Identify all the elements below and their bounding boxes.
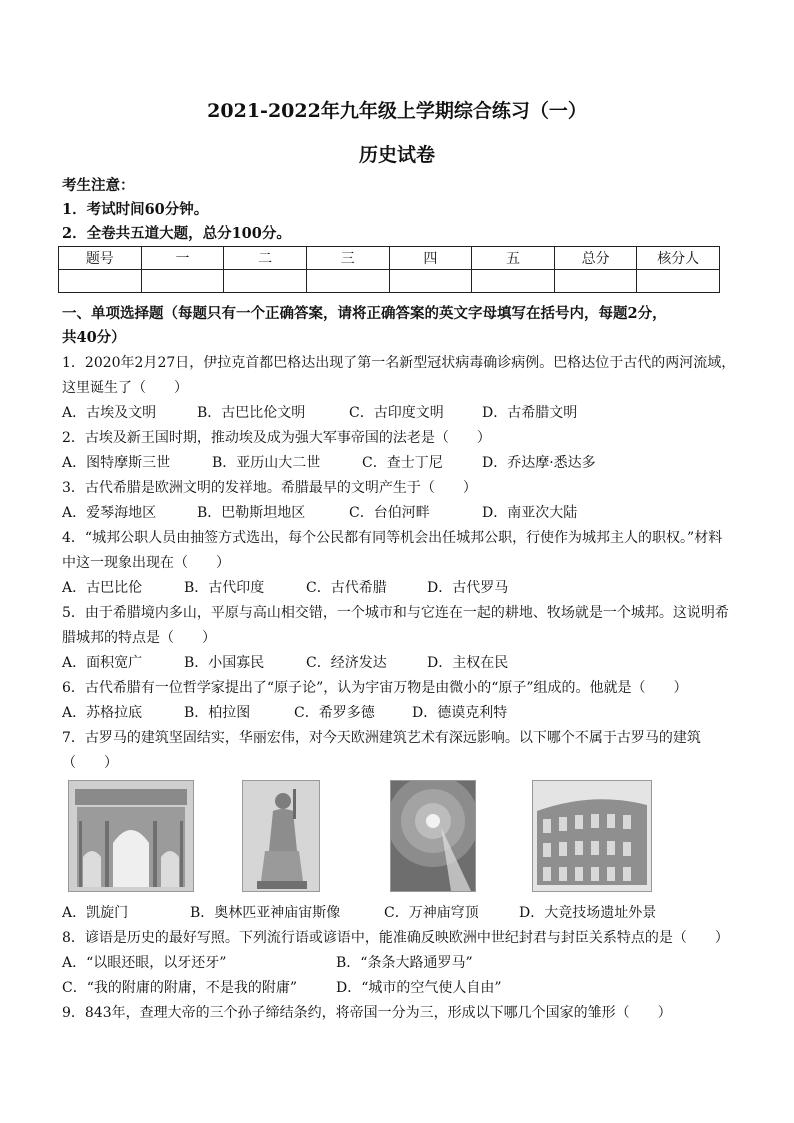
score-cell[interactable] [141,270,224,293]
question-4-stem: 中这一现象出现在（ ） [62,555,230,571]
question-3-stem: 3．古代希腊是欧洲文明的发祥地。希腊最早的文明产生于（ ） [62,480,477,496]
score-cell[interactable] [554,270,637,293]
option-b[interactable]: B．古巴比伦文明 [197,405,306,421]
option-c[interactable]: C．古代希腊 [306,580,387,596]
question-1-stem: 这里诞生了（ ） [62,380,188,396]
option-b[interactable]: B．亚历山大二世 [212,455,321,471]
question-7-stem: 7．古罗马的建筑坚固结实，华丽宏伟，对今天欧洲建筑艺术有深远影响。以下哪个不属于古罗马的建筑 [62,730,701,746]
score-cell[interactable] [59,270,142,293]
option-b[interactable]: B．奥林匹亚神庙宙斯像 [190,905,341,921]
score-table-header: 题号 [59,247,142,270]
option-a[interactable]: A．“以眼还眼，以牙还牙” [62,955,227,971]
section-heading: 共40分） [62,329,126,346]
arch-of-triumph-photo [68,780,194,892]
colosseum-photo [532,780,652,892]
pantheon-dome-photo [390,780,476,892]
option-d[interactable]: D．古希腊文明 [482,405,578,421]
score-table-header: 五 [472,247,555,270]
arch-of-triumph-icon [69,781,193,891]
score-table-header: 核分人 [637,247,720,270]
option-c[interactable]: C．经济发达 [306,655,387,671]
score-cell[interactable] [472,270,555,293]
option-a[interactable]: A．面积宽广 [62,655,143,671]
option-a[interactable]: A．图特摩斯三世 [62,455,171,471]
option-b[interactable]: B．柏拉图 [184,705,251,721]
question-5-stem: 5．由于希腊境内多山，平原与高山相交错，一个城市和与它连在一起的耕地、牧场就是一个城邦。这说明希 [62,605,729,621]
question-9-stem: 9．843年，查理大帝的三个孙子缔结条约，将帝国一分为三，形成以下哪几个国家的雏形（ ） [62,1005,672,1021]
option-b[interactable]: B．古代印度 [184,580,265,596]
option-c[interactable]: C．查士丁尼 [362,455,443,471]
option-d[interactable]: D．“城市的空气使人自由” [336,980,502,996]
score-cell[interactable] [224,270,307,293]
option-a[interactable]: A．凯旋门 [62,905,129,921]
option-b[interactable]: B．小国寡民 [184,655,265,671]
option-c[interactable]: C．希罗多德 [294,705,375,721]
option-c[interactable]: C．万神庙穹顶 [384,905,479,921]
pantheon-dome-icon [391,781,475,891]
option-d[interactable]: D．古代罗马 [427,580,509,596]
question-4-stem: 4．“城邦公职人员由抽签方式选出，每个公民都有同等机会出任城邦公职，行使作为城邦主人的职权。”材料 [62,530,723,546]
question-6-stem: 6．古代希腊有一位哲学家提出了“原子论”，认为宇宙万物是由微小的“原子”组成的。他就是（ ） [62,680,688,696]
option-d[interactable]: D．德谟克利特 [412,705,508,721]
option-b[interactable]: B．“条条大路通罗马” [336,955,473,971]
score-table-header: 一 [141,247,224,270]
zeus-statue-photo [242,780,320,892]
section-heading: 一、单项选择题（每题只有一个正确答案，请将正确答案的英文字母填写在括号内，每题2分， [62,305,667,322]
notice-item: 1．考试时间60分钟。 [62,201,209,218]
score-table [58,246,720,293]
score-cell[interactable] [637,270,720,293]
option-a[interactable]: A．古埃及文明 [62,405,157,421]
score-table-header: 二 [224,247,307,270]
question-7-stem: （ ） [62,755,118,771]
score-cell[interactable] [389,270,472,293]
zeus-statue-icon [243,781,319,891]
exam-subtitle: 历史试卷 [358,144,435,166]
exam-title: 2021-2022年九年级上学期综合练习（一） [207,100,587,122]
option-c[interactable]: C．古印度文明 [349,405,444,421]
question-8-stem: 8．谚语是历史的最好写照。下列流行语或谚语中，能准确反映欧洲中世纪封君与封臣关系特点的是（ ） [62,930,729,946]
score-table-score-row [59,270,720,293]
colosseum-icon [533,781,651,891]
option-d[interactable]: D．乔达摩·悉达多 [482,455,596,471]
score-table-header: 总分 [554,247,637,270]
notice-heading: 考生注意： [62,177,135,194]
option-c[interactable]: C．“我的附庸的附庸，不是我的附庸” [62,980,298,996]
option-a[interactable]: A．苏格拉底 [62,705,143,721]
option-b[interactable]: B．巴勒斯坦地区 [197,505,306,521]
option-d[interactable]: D．南亚次大陆 [482,505,578,521]
option-a[interactable]: A．爱琴海地区 [62,505,157,521]
notice-item: 2．全卷共五道大题，总分100分。 [62,225,291,242]
score-table-header: 三 [306,247,389,270]
option-c[interactable]: C．台伯河畔 [349,505,430,521]
score-cell[interactable] [306,270,389,293]
question-1-stem: 1．2020年2月27日，伊拉克首都巴格达出现了第一名新型冠状病毒确诊病例。巴格达位于古代的两河流域， [62,355,736,371]
option-a[interactable]: A．古巴比伦 [62,580,143,596]
question-5-stem: 腊城邦的特点是（ ） [62,630,216,646]
score-table-header: 四 [389,247,472,270]
question-2-stem: 2．古埃及新王国时期，推动埃及成为强大军事帝国的法老是（ ） [62,430,491,446]
option-d[interactable]: D．大竞技场遗址外景 [519,905,657,921]
option-d[interactable]: D．主权在民 [427,655,509,671]
score-table-header-row [59,247,720,270]
